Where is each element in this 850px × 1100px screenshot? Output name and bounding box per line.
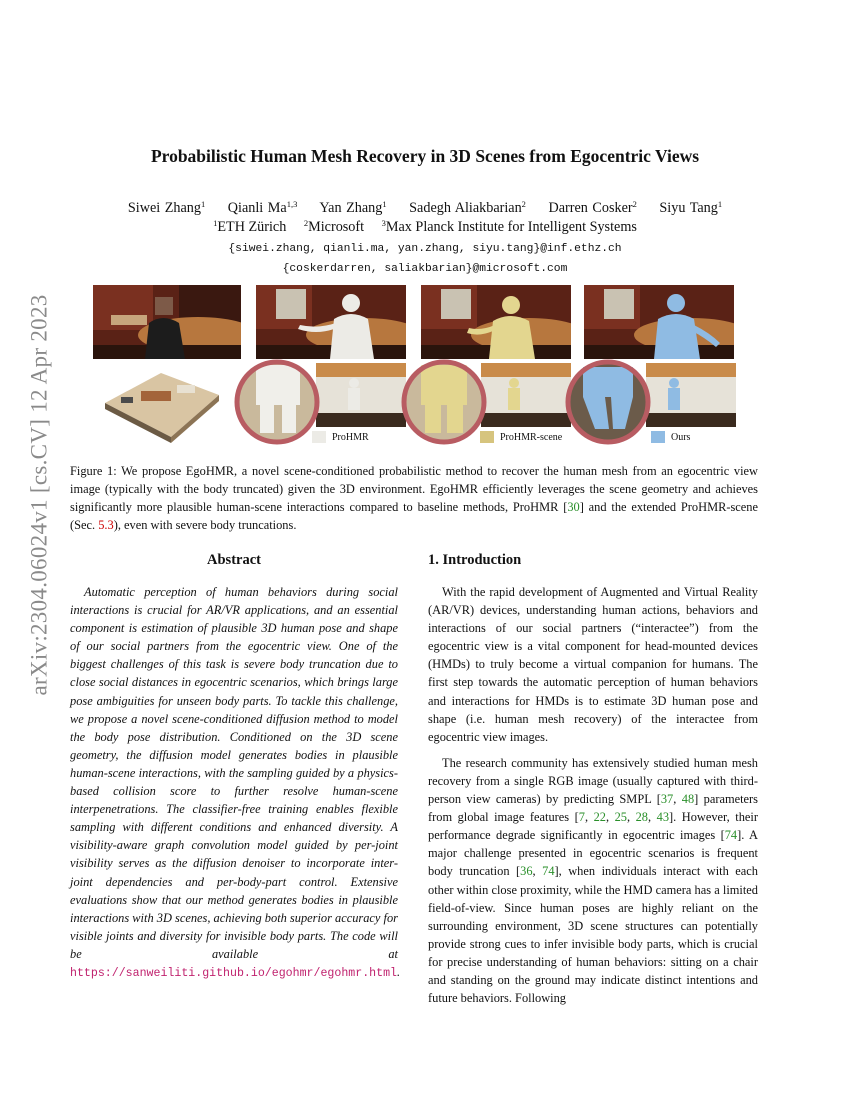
legend-label: Ours — [671, 431, 691, 443]
legend-label: ProHMR-scene — [500, 431, 563, 443]
prohmr-result-image — [256, 285, 406, 359]
legend-swatch — [651, 431, 665, 443]
abstract-heading: Abstract — [207, 552, 261, 568]
ours-zoom-circle — [565, 359, 651, 445]
scene-3d-mesh-image — [101, 363, 223, 445]
intro-paragraph-2: The research community has extensively studied human mesh recovery from a single RGB image (usually captured with third-person view cameras) by predicting SMPL [37, 48] parameters from global image features [7, 22, 25, 28, 43]. However, their performance degrade significantly in egocentric images [74]. A major challenge presented in egocentric scenarios is frequent body truncation [36, 74], when individuals interact with each other within close proximity, while the HMD camera has a limited field-of-view. Since human poses are highly reliant on the surrounding environment, 3D scene structures can potentially provide strong cues to infer invisible body parts, which is crucial for precise understanding of human behaviors: sitting on a chair and standing on the ground may indicate distinct intentions and future behaviors. Following — [428, 755, 759, 1006]
citation-link[interactable]: 74 — [724, 828, 738, 843]
figure-caption: Figure 1: We propose EgoHMR, a novel scene-conditioned probabilistic method to recover the human mesh from an egocentric view image (typically with the body truncated) given the 3D environment. EgoHMR efficiently leverages the scene geometry and achieves significantly more plausible human-scene interactions compared to baseline methods, ProHMR [30] and the extended ProHMR-scene (Sec. 5.3), even with severe body truncations. — [70, 464, 758, 532]
author: Siwei Zhang$^1$ — [127, 199, 206, 216]
citation-link[interactable]: 74 — [542, 864, 555, 879]
citation-link[interactable]: 22 — [593, 810, 606, 825]
email-line-microsoft: {coskerdarren, saliakbarian}@microsoft.com — [282, 263, 568, 275]
legend-item-prohmr — [312, 430, 369, 444]
section-link[interactable]: 5.3 — [98, 518, 114, 532]
email-line-ethz: {siwei.zhang, qianli.ma, yan.zhang, siyu.tang}@inf.ethz.ch — [228, 243, 622, 255]
legend-item-ours — [651, 430, 690, 444]
citation-link[interactable]: 48 — [681, 792, 695, 807]
citation-link[interactable]: 30 — [567, 500, 580, 514]
author: Qianli Ma$^{1,3}$ — [227, 199, 298, 216]
ours-result-image — [584, 285, 734, 359]
code-url-link[interactable]: https://sanweiliti.github.io/egohmr/egohmr.html — [70, 966, 397, 980]
affiliation-list — [0, 219, 850, 236]
prohmr-zoom-circle — [234, 359, 320, 445]
affiliation: $^3$Max Planck Institute for Intelligent Systems — [381, 218, 637, 235]
citation-link[interactable]: 7 — [578, 810, 585, 825]
arxiv-stamp — [22, 290, 58, 700]
arxiv-stamp-text: arXiv:2304.06024v1 [cs.CV] 12 Apr 2023 — [27, 294, 52, 696]
intro-paragraph-1: With the rapid development of Augmented and Virtual Reality (AR/VR) devices, understanding human actions, behaviors and interactions of our social partners (“interactee”) from the egocentric view is a vital component for head-mounted devices (HMDs) to truly become a virtual companion for humans. The first step towards the automatic perception of human behaviors and interactions for HMDs is to estimate 3D human pose and shape (i.e. human mesh recovery) of the interactee from egocentric view images. — [428, 585, 758, 744]
teaser-figure — [93, 285, 748, 445]
introduction-column — [428, 552, 758, 1015]
legend-swatch — [312, 431, 326, 443]
citation-link[interactable]: 36 — [520, 864, 533, 879]
author: Sadegh Aliakbarian$^2$ — [409, 199, 526, 216]
legend-item-prohmr-scene — [480, 430, 562, 444]
citation-link[interactable]: 37 — [660, 792, 674, 807]
author-list — [0, 200, 850, 217]
legend-label: ProHMR — [332, 431, 369, 443]
legend-swatch — [480, 431, 494, 443]
prohmr-scene-zoom-circle — [401, 359, 487, 445]
citation-link[interactable]: 25 — [614, 810, 627, 825]
abstract-column — [70, 552, 401, 983]
author: Yan Zhang$^1$ — [319, 199, 387, 216]
author: Siyu Tang$^1$ — [659, 199, 723, 216]
citation-link[interactable]: 43 — [656, 810, 670, 825]
input-egocentric-image — [93, 285, 241, 359]
affiliation: $^1$ETH Zürich — [213, 218, 287, 235]
author: Darren Cosker$^2$ — [548, 199, 637, 216]
paper-title: Probabilistic Human Mesh Recovery in 3D Scenes from Egocentric Views — [150, 146, 700, 166]
prohmr-scene-result-image — [421, 285, 571, 359]
abstract-body: Automatic perception of human behaviors during social interactions is crucial for AR/VR applications, and an essential component is estimation of plausible 3D human pose and shape of our social partners from the egocentric view. One of the biggest challenges of this task is severe body truncation due to close social distances in egocentric scenarios, which brings large pose ambiguities for unseen body parts. To tackle this challenge, we propose a novel scene-conditioned diffusion method to model the body pose distribution. Conditioned on the 3D scene geometry, the diffusion model generates bodies in plausible human-scene interactions, with the sampling guided by a physics-based collision score to further resolve human-scene interpenetrations. The classifier-free training enables flexible sampling with different conditions and enhanced diversity. A visibility-aware graph convolution model guided by per-joint visibility serves as the diffusion denoiser to incorporate inter-joint dependencies and per-body-part control. Extensive evaluations show that our method generates bodies in plausible interactions with 3D scenes, achieving both superior accuracy for visible joints and diversity for invisible body parts. The code will be available at https://sanweiliti.github.io/egohmr/egohmr.html. — [70, 585, 401, 980]
affiliation: $^2$Microsoft — [303, 218, 365, 235]
introduction-heading: 1. Introduction — [428, 552, 522, 568]
citation-link[interactable]: 28 — [635, 810, 648, 825]
